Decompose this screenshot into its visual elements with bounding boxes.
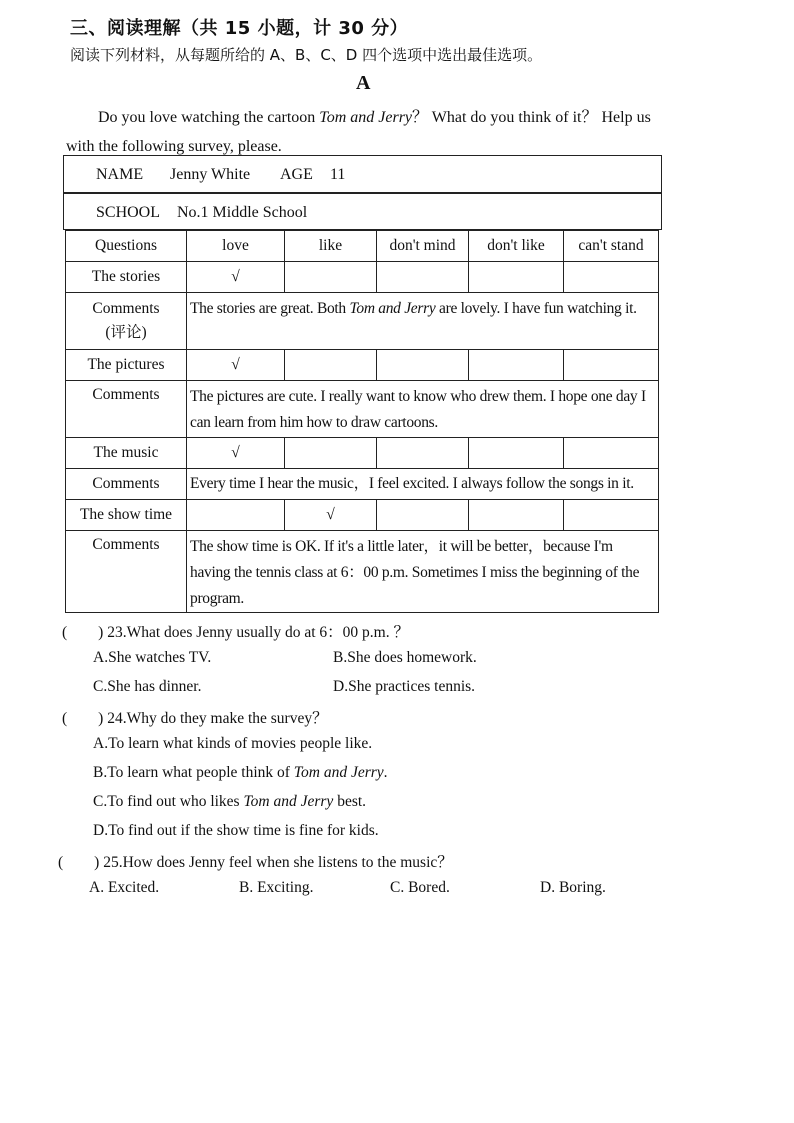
row-label: The pictures [66, 350, 187, 381]
check-mark: √ [187, 438, 285, 469]
table-row [66, 350, 659, 381]
rating-cell [469, 262, 564, 293]
rating-cell [469, 350, 564, 381]
passage-intro: Do you love watching the cartoon Tom and Jerry？ What do you think of it？ Help us with the following survey, please. [66, 109, 651, 155]
survey-table [65, 230, 659, 613]
comment-row [66, 293, 659, 350]
rating-cell [377, 350, 469, 381]
comment-row [66, 381, 659, 438]
rating-cell [564, 350, 659, 381]
rating-cell [377, 262, 469, 293]
question-24-option-c: C.To find out who likes Tom and Jerry best. [93, 793, 367, 810]
comment-label: Comments [66, 381, 187, 438]
rating-cell [377, 438, 469, 469]
header-dont-like: don't like [469, 231, 564, 262]
question-25-option-b: B. Exciting. [239, 879, 314, 896]
check-mark: √ [187, 350, 285, 381]
question-23-option-d: D.She practices tennis. [333, 678, 476, 695]
question-23-option-b: B.She does homework. [333, 649, 477, 666]
header-love: love [187, 231, 285, 262]
question-24-option-d: D.To find out if the show time is fine for kids. [93, 822, 379, 839]
comment-text: The stories are great. Both Tom and Jerry are lovely. I have fun watching it. [187, 293, 659, 350]
question-24-option-b: B.To learn what people think of Tom and Jerry. [93, 764, 388, 781]
table-row [66, 262, 659, 293]
row-label: The stories [66, 262, 187, 293]
question-25-option-c: C. Bored. [390, 879, 450, 896]
check-mark: √ [187, 262, 285, 293]
name-value: Jenny White [170, 166, 251, 183]
rating-cell [564, 262, 659, 293]
table-row [66, 438, 659, 469]
school-label: SCHOOL [96, 204, 161, 221]
header-like: like [285, 231, 377, 262]
rating-cell [285, 438, 377, 469]
section-heading: 三、阅读理解（共 15 小题，计 30 分） [70, 18, 409, 39]
rating-cell [377, 500, 469, 531]
passage-letter: A [356, 72, 371, 94]
question-23-option-a: A.She watches TV. [93, 649, 212, 666]
comment-label-cell [66, 293, 187, 350]
comment-row [66, 531, 659, 613]
age-label: AGE [280, 166, 313, 183]
question-23-option-c: C.She has dinner. [93, 678, 202, 695]
question-24-stem: ( ) 24.Why do they make the survey？ [62, 710, 328, 727]
comment-row [66, 469, 659, 500]
header-cant-stand: can't stand [564, 231, 659, 262]
age-value: 11 [330, 166, 346, 183]
section-instruction: 阅读下列材料，从每题所给的 A、B、C、D 四个选项中选出最佳选项。 [70, 46, 543, 64]
question-25-stem: ( ) 25.How does Jenny feel when she listens to the music？ [58, 854, 453, 871]
comment-text: The pictures are cute. I really want to know who drew them. I hope one day I can learn from him how to draw cartoons. [187, 381, 659, 438]
table-header-row [66, 231, 659, 262]
header-questions: Questions [66, 231, 187, 262]
rating-cell [187, 500, 285, 531]
check-mark: √ [285, 500, 377, 531]
comment-text: The show time is OK. If it's a little later，it will be better，because I'm having the tennis class at 6：00 p.m. Sometimes I miss the beginning of the program. [187, 531, 659, 613]
question-25-option-a: A. Excited. [89, 879, 160, 896]
info-school-box [63, 193, 662, 230]
rating-cell [564, 438, 659, 469]
question-25-option-d: D. Boring. [540, 879, 606, 896]
header-dont-mind: don't mind [377, 231, 469, 262]
row-label: The music [66, 438, 187, 469]
rating-cell [564, 500, 659, 531]
rating-cell [285, 350, 377, 381]
comment-text: Every time I hear the music，I feel excited. I always follow the songs in it. [187, 469, 659, 500]
rating-cell [285, 262, 377, 293]
rating-cell [469, 438, 564, 469]
question-23-stem: ( ) 23.What does Jenny usually do at 6：00 p.m. ？ [62, 624, 409, 641]
name-label: NAME [96, 166, 144, 183]
question-24-option-a: A.To learn what kinds of movies people like. [93, 735, 373, 752]
comment-label: Comments [66, 469, 187, 500]
comment-label: Comments [66, 531, 187, 613]
table-row [66, 500, 659, 531]
rating-cell [469, 500, 564, 531]
row-label: The show time [66, 500, 187, 531]
info-name-box [63, 155, 662, 193]
comment-sub-label: (评论) [105, 324, 147, 341]
comment-label: Comments [92, 300, 160, 317]
school-value: No.1 Middle School [177, 204, 308, 221]
